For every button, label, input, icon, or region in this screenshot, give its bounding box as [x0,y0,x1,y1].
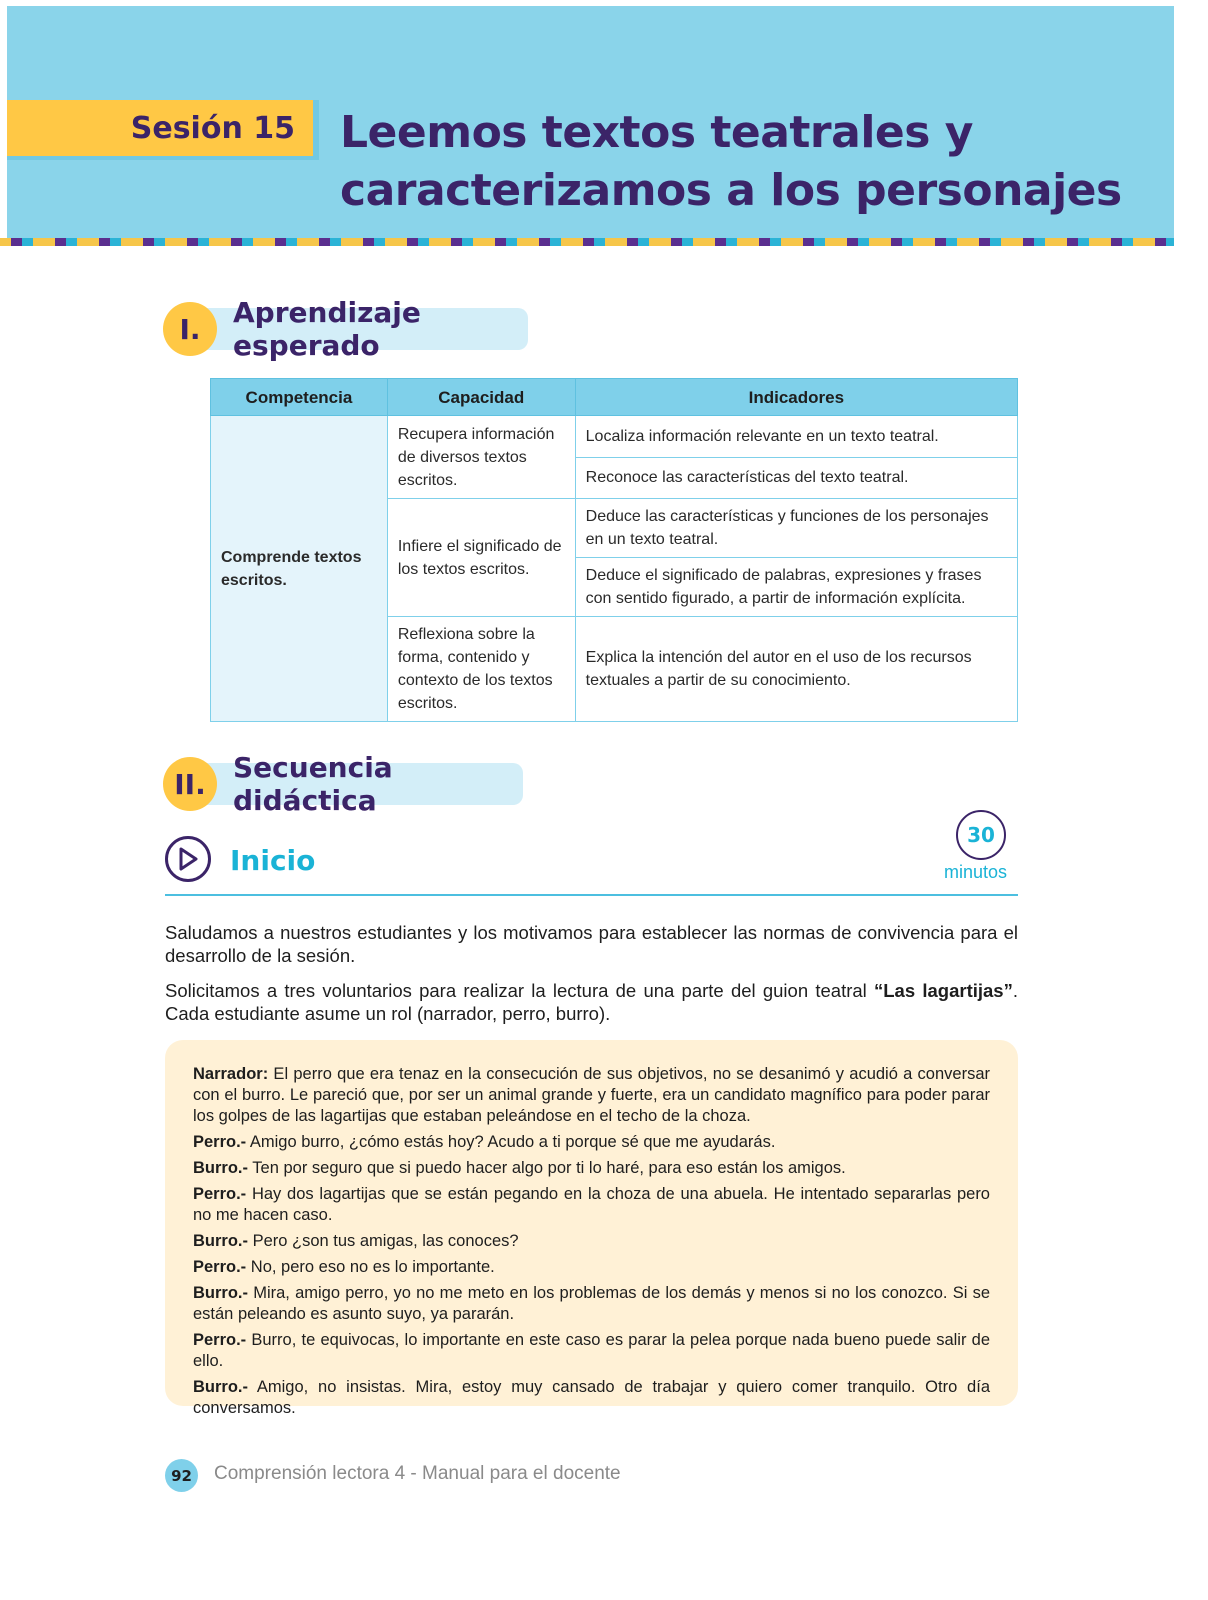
table-row [211,416,1018,458]
speaker: Burro.- [193,1284,248,1302]
capacidad-cell: Reflexiona sobre la forma, contenido y contexto de los textos escritos. [387,617,575,722]
timer-minutes: 30 [967,823,995,847]
paragraph-2-text: Solicitamos a tres voluntarios para realizar la lectura de una parte del guion teatral [165,980,874,1001]
paragraph-1: Saludamos a nuestros estudiantes y los motivamos para establecer las normas de convivencia para el desarrollo de la sesión. [165,922,1018,966]
speaker: Narrador: [193,1065,269,1083]
dialogue: Amigo, no insistas. Mira, estoy muy cansado de trabajar y quiero comer tranquilo. Otro día conversamos. [193,1378,990,1417]
speaker: Burro.- [193,1159,248,1177]
table-header-row [211,379,1018,416]
indicador-cell: Reconoce las características del texto teatral. [575,457,1017,499]
section-title: Secuencia didáctica [193,763,523,805]
speaker: Perro.- [193,1258,247,1276]
script-line [193,1184,990,1226]
session-label: Sesión 15 [130,110,295,146]
capacidad-cell: Recupera información de diversos textos escritos. [387,416,575,499]
title-line-2: caracterizamos a los personajes [340,165,1122,216]
page-title [340,104,1140,220]
section-secuencia [163,751,523,817]
section-title: Aprendizaje esperado [193,308,528,350]
inicio-heading: Inicio [230,844,316,877]
script-line [193,1330,990,1372]
capacidad-cell: Infiere el significado de los textos escritos. [387,499,575,617]
paragraph-2 [165,979,1018,1025]
header-indicadores: Indicadores [575,379,1017,416]
indicador-cell: Localiza información relevante en un texto teatral. [575,416,1017,458]
speaker: Burro.- [193,1378,248,1396]
page-number: 92 [165,1459,198,1492]
indicador-cell: Explica la intención del autor en el uso de los recursos textuales a partir de su conocimiento. [575,617,1017,722]
competencia-cell: Comprende textos escritos. [211,416,388,722]
header-competencia: Competencia [211,379,388,416]
header-capacidad: Capacidad [387,379,575,416]
footer-text: Comprensión lectora 4 - Manual para el docente [214,1463,621,1484]
play-icon [165,836,211,882]
speaker: Perro.- [193,1133,247,1151]
competencias-table [210,378,1018,722]
indicador-cell: Deduce las características y funciones de los personajes en un texto teatral. [575,499,1017,558]
speaker: Burro.- [193,1232,248,1250]
script-line [193,1158,990,1179]
dialogue: El perro que era tenaz en la consecución de sus objetivos, no se desanimó y acudió a conversar con el burro. Le pareció que, por ser un animal grande y fuerte, era un candidato magnífico para poder parar los golpes de las lagartijas que estaban peleándose en el techo de la choza. [193,1065,990,1125]
dialogue: Pero ¿son tus amigas, las conoces? [248,1232,519,1250]
script-line [193,1257,990,1278]
divider [165,894,1018,896]
script-line [193,1377,990,1419]
dialogue: Hay dos lagartijas que se están pegando en la choza de una abuela. He intentado separarlas pero no me hacen caso. [193,1185,990,1224]
script-line [193,1231,990,1252]
session-tab [7,100,319,160]
timer-icon [956,810,1006,860]
dialogue: Amigo burro, ¿cómo estás hoy? Acudo a ti porque sé que me ayudarás. [246,1133,776,1151]
dialogue: Mira, amigo perro, yo no me meto en los problemas de los demás y menos si no los conozco. Si se están peleando es asunto suyo, ya pararán. [193,1284,990,1323]
script-line [193,1283,990,1325]
decorative-dash-strip [0,238,1174,246]
title-line-1: Leemos textos teatrales y [340,107,973,158]
indicador-cell: Deduce el significado de palabras, expresiones y frases con sentido figurado, a partir de información explícita. [575,558,1017,617]
dialogue: Burro, te equivocas, lo importante en este caso es parar la pelea porque nada bueno puede salir de ello. [193,1331,990,1370]
timer-unit: minutos [944,862,1008,882]
section-numeral: II. [163,757,217,811]
paragraph-2-text-end: . Cada estudiante asume un rol (narrador, perro, burro). [165,980,1018,1024]
play-title: “Las lagartijas” [874,980,1013,1001]
section-aprendizaje [163,296,528,362]
script-line [193,1064,990,1127]
script-line [193,1132,990,1153]
speaker: Perro.- [193,1331,247,1349]
section-numeral: I. [163,302,217,356]
script-excerpt [165,1040,1018,1417]
dialogue: Ten por seguro que si puedo hacer algo por ti lo haré, para eso están los amigos. [248,1159,846,1177]
dialogue: No, pero eso no es lo importante. [246,1258,495,1276]
speaker: Perro.- [193,1185,247,1203]
